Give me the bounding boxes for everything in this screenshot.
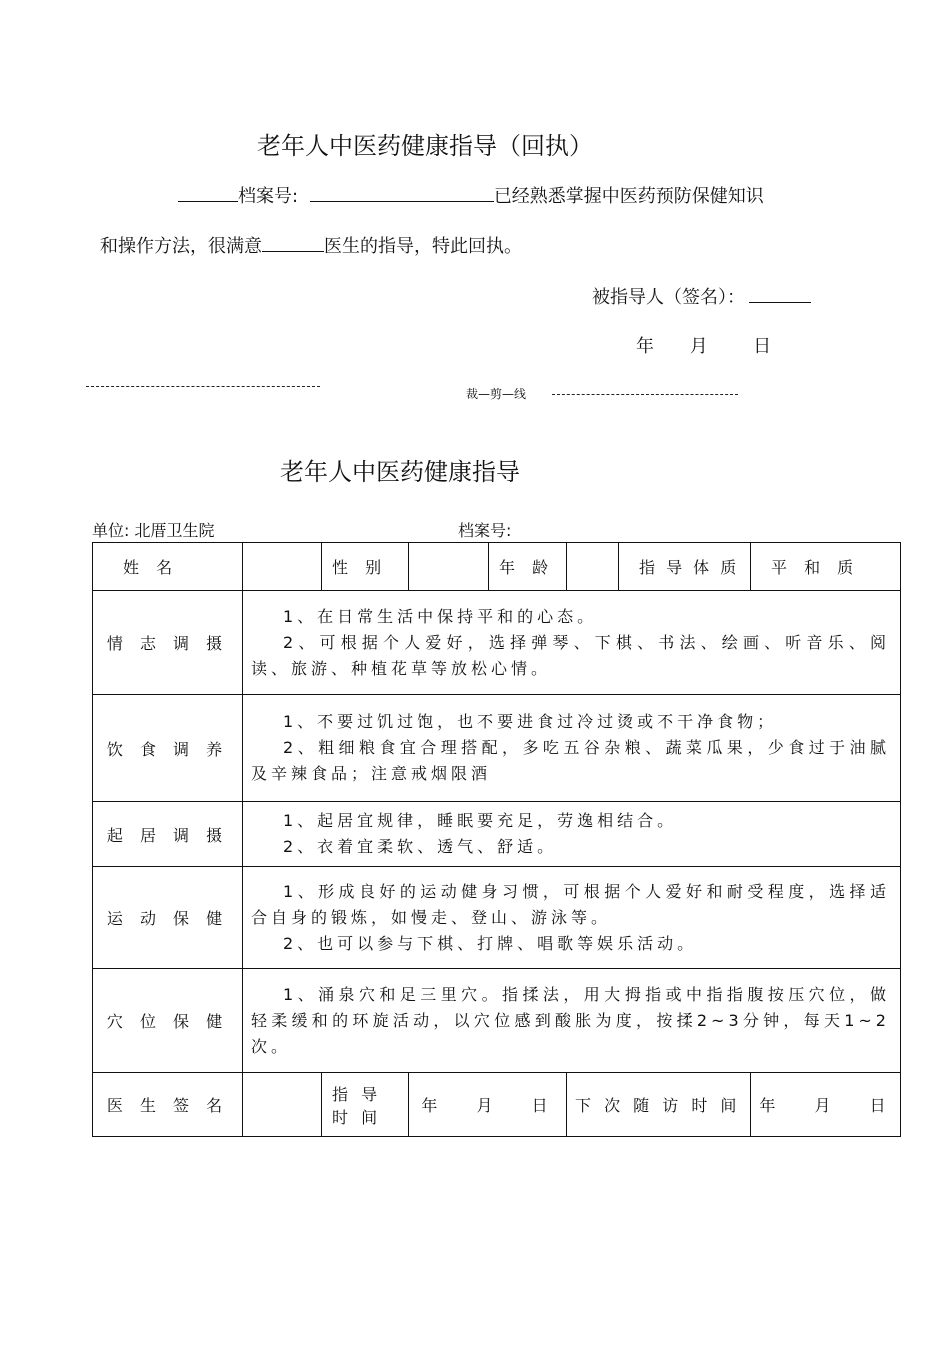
name-value[interactable]: [243, 543, 322, 591]
row-label-living: 起 居 调 摄: [93, 802, 243, 867]
doctor-sign-label: 医 生 签 名: [93, 1073, 243, 1137]
signer-blank[interactable]: [749, 286, 811, 303]
row-content-acupoint: [243, 969, 901, 1073]
table-row: [93, 969, 901, 1073]
age-label: 年 龄: [489, 543, 567, 591]
table-row: [93, 802, 901, 867]
table-row: [93, 591, 901, 695]
content-line: 1、涌泉穴和足三里穴。指揉法，用大拇指或中指指腹按压穴位，做轻柔缓和的环旋活动，以穴位感到酸胀为度，按揉2~3分钟，每天1~2次。: [251, 984, 890, 1056]
row-label-diet: 饮 食 调 养: [93, 695, 243, 802]
gender-label: 性 别: [322, 543, 409, 591]
receipt-title: 老年人中医药健康指导（回执）: [257, 132, 593, 160]
content-line: 2、可根据个人爱好，选择弹琴、下棋、书法、绘画、听音乐、阅读、旅游、种植花草等放松心情。: [251, 632, 890, 678]
next-visit-value[interactable]: 年 月 日: [751, 1073, 901, 1137]
gender-value[interactable]: [409, 543, 489, 591]
guide-time-value[interactable]: 年 月 日: [409, 1073, 567, 1137]
receipt-signer: [592, 283, 811, 309]
row-content-exercise: [243, 867, 901, 969]
cut-line-label: 裁—剪—线: [466, 387, 527, 401]
row-content-living: [243, 802, 901, 867]
header-row: [93, 543, 901, 591]
content-line: 1、不要过饥过饱，也不要进食过冷过烫或不干净食物；: [283, 712, 778, 731]
form-file-no-label: 档案号:: [458, 521, 512, 540]
content-line: 2、也可以参与下棋、打牌、唱歌等娱乐活动。: [283, 933, 698, 953]
table-row: [93, 695, 901, 802]
form-title: 老年人中医药健康指导: [280, 458, 520, 486]
guide-time-label: 指 导 时 间: [322, 1073, 409, 1137]
receipt-line2-a: 和操作方法，很满意: [100, 236, 262, 257]
doctor-sign-value[interactable]: [243, 1073, 322, 1137]
unit-label: 单位: 北厝卫生院: [92, 521, 215, 540]
receipt-line-2: [100, 232, 522, 258]
constitution-label: 指 导 体 质: [619, 543, 751, 591]
receipt-line1-tail: 已经熟悉掌握中医药预防保健知识: [493, 186, 764, 207]
content-line: 1、起居宜规律，睡眠要充足，劳逸相结合。: [283, 811, 678, 830]
receipt-line2-b: 医生的指导，特此回执。: [324, 236, 522, 257]
cut-line-left: [86, 386, 320, 387]
content-line: 2、粗细粮食宜合理搭配，多吃五谷杂粮、蔬菜瓜果，少食过于油腻及辛辣食品；注意戒烟限酒: [251, 738, 890, 783]
doctor-blank[interactable]: [262, 235, 324, 252]
table-row: [93, 867, 901, 969]
name-label: 姓 名: [93, 543, 243, 591]
row-label-emotion: 情 志 调 摄: [93, 591, 243, 695]
row-content-emotion: [243, 591, 901, 695]
receipt-file-no-label: 档案号:: [238, 186, 299, 207]
row-content-diet: [243, 695, 901, 802]
receipt-line-1: [178, 182, 764, 208]
content-line: 1、在日常生活中保持平和的心态。: [283, 606, 598, 626]
next-visit-label: 下 次 随 访 时 间: [567, 1073, 751, 1137]
constitution-value: 平 和 质: [751, 543, 901, 591]
signer-label: 被指导人（签名）：: [592, 287, 745, 308]
guide-table: [92, 542, 901, 1137]
footer-row: [93, 1073, 901, 1137]
receipt-date: 年 月 日: [636, 336, 776, 357]
content-line: 2、衣着宜柔软、透气、舒适。: [283, 837, 558, 856]
cut-line-right: [552, 394, 738, 395]
name-blank[interactable]: [178, 185, 238, 202]
row-label-acupoint: 穴 位 保 健: [93, 969, 243, 1073]
content-line: 1、形成良好的运动健身习惯，可根据个人爱好和耐受程度，选择适合自身的锻炼，如慢走、登山、游泳等。: [251, 881, 890, 927]
row-label-exercise: 运 动 保 健: [93, 867, 243, 969]
age-value[interactable]: [567, 543, 619, 591]
file-no-blank[interactable]: [310, 185, 494, 202]
